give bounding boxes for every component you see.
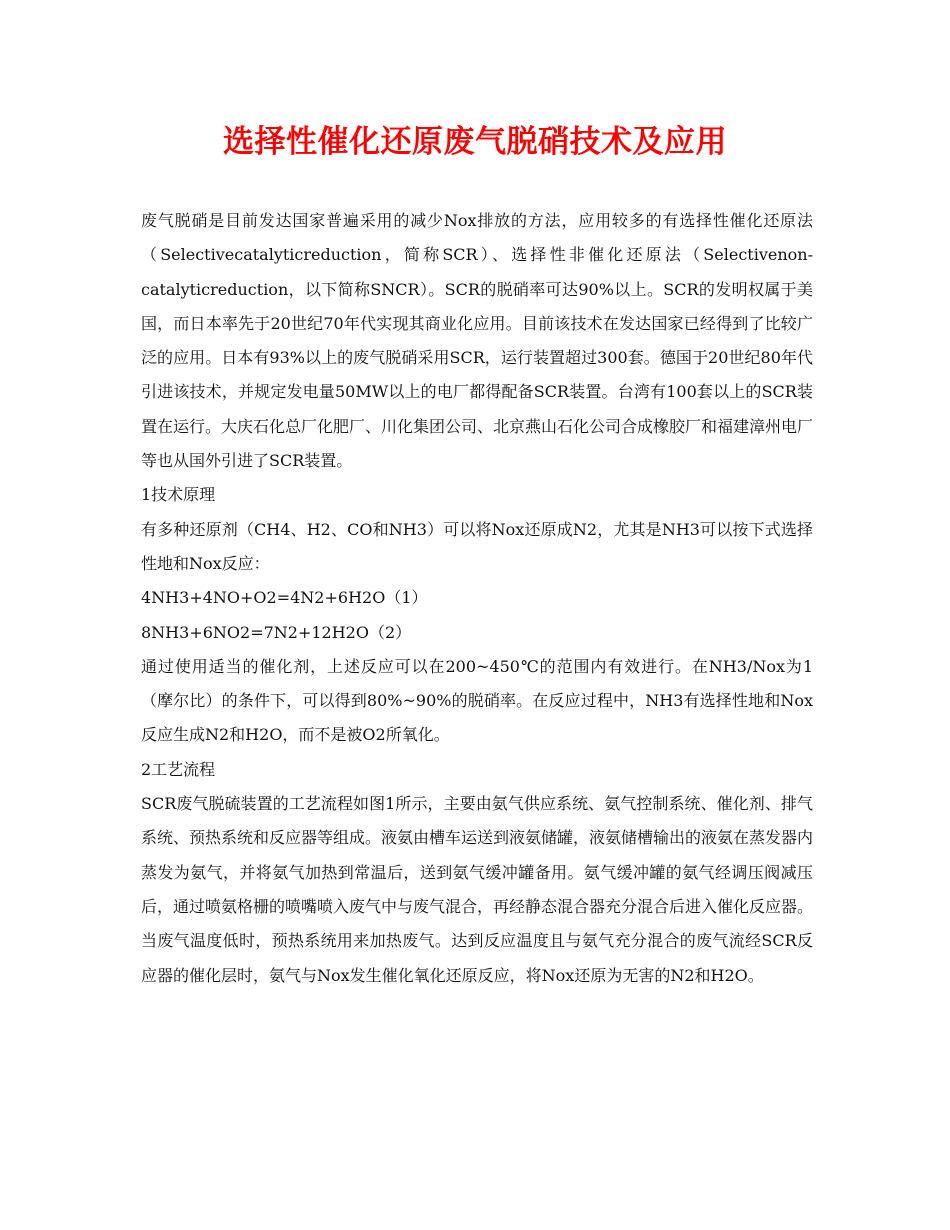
document-title: 选择性催化还原废气脱硝技术及应用 bbox=[223, 124, 727, 160]
equation-1: 4NH3+4NO+O2=4N2+6H2O（1） bbox=[141, 588, 428, 608]
paragraph-intro: 废气脱硝是目前发达国家普遍采用的减少Nox排放的方法，应用较多的有选择性催化还原法（Selectivecatalyticreduction，简称SCR）、选择性非催化还原法（Selectivenon-catalyticreduction，以下简称SNCR）。SCR的脱硝率可达90%以上。SCR的发明权属于美国，而日本率先于20世纪70年代实现其商业化应用。目前该技术在发达国家已经得到了比较广泛的应用。日本有93%以上的废气脱硝采用SCR，运行装置超过300套。德国于20世纪80年代引进该技术，并规定发电量50MW以上的电厂都得配备SCR装置。台湾有100套以上的SCR装置在运行。大庆石化总厂化肥厂、川化集团公司、北京燕山石化公司合成橡胶厂和福建漳州电厂等也从国外引进了SCR装置。 bbox=[141, 211, 814, 471]
section-heading-principle: 1技术原理 bbox=[141, 485, 216, 505]
paragraph-catalyst: 通过使用适当的催化剂，上述反应可以在200~450℃的范围内有效进行。在NH3/Nox为1（摩尔比）的条件下，可以得到80%~90%的脱硝率。在反应过程中，NH3有选择性地和Nox反应生成N2和H2O，而不是被O2所氧化。 bbox=[141, 656, 813, 745]
document-body bbox=[141, 204, 813, 993]
paragraph-process: SCR废气脱硫装置的工艺流程如图1所示，主要由氨气供应系统、氨气控制系统、催化剂、排气系统、预热系统和反应器等组成。液氨由槽车运送到液氨储罐，液氨储槽输出的液氨在蒸发器内蒸发为氨气，并将氨气加热到常温后，送到氨气缓冲罐备用。氨气缓冲罐的氨气经调压阀减压后，通过喷氨格栅的喷嘴喷入废气中与废气混合，再经静态混合器充分混合后进入催化反应器。当废气温度低时，预热系统用来加热废气。达到反应温度且与氨气充分混合的废气流经SCR反应器的催化层时，氨气与Nox发生催化氧化还原反应，将Nox还原为无害的N2和H2O。 bbox=[141, 794, 814, 985]
paragraph-reductants: 有多种还原剂（CH4、H2、CO和NH3）可以将Nox还原成N2，尤其是NH3可以按下式选择性地和Nox反应： bbox=[141, 519, 813, 573]
section-heading-process: 2工艺流程 bbox=[141, 759, 216, 779]
equation-2: 8NH3+6NO2=7N2+12H2O（2） bbox=[141, 622, 412, 642]
